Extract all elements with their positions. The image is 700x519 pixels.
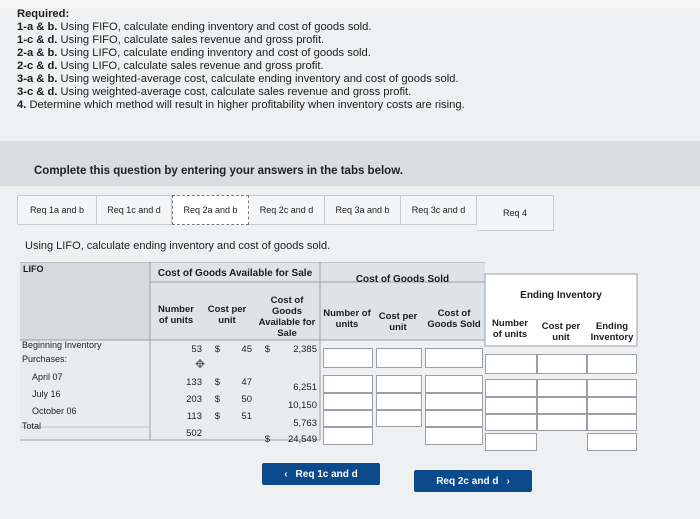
sold-units-input[interactable]: [323, 348, 373, 368]
october-total: 5,763: [293, 418, 317, 429]
tab-req-4[interactable]: Req 4: [477, 195, 554, 231]
col-avail-units: Number of units: [158, 304, 194, 326]
tab-req-1a-b[interactable]: Req 1a and b: [17, 195, 97, 225]
instruction-band: [0, 141, 700, 186]
october-dollar: $: [214, 411, 220, 422]
requirement-item: 2-c & d. Using LIFO, calculate sales revenue and gross profit.: [17, 60, 324, 72]
april-cost: 47: [241, 377, 252, 388]
corner-label: LIFO: [23, 264, 44, 274]
total-dollar: $: [264, 434, 270, 445]
group-available: Cost of Goods Available for Sale: [157, 268, 313, 279]
sold-total-input[interactable]: [425, 393, 483, 410]
group-sold: Cost of Goods Sold: [355, 274, 450, 285]
sold-total-input[interactable]: [425, 410, 483, 427]
sold-units-input[interactable]: [323, 393, 373, 410]
chevron-right-icon: ›: [506, 475, 510, 487]
tab-req-3a-b[interactable]: Req 3a and b: [325, 195, 401, 225]
sold-cost-input[interactable]: [376, 375, 422, 393]
tab-req-2a-b[interactable]: Req 2a and b: [172, 195, 249, 225]
tab-instruction: Using LIFO, calculate ending inventory and cost of goods sold.: [25, 240, 331, 252]
sold-total-input[interactable]: [425, 375, 483, 393]
beginning-total-dollar: $: [264, 344, 270, 355]
col-avail-cost: Cost per unit: [207, 304, 247, 326]
sold-units-input[interactable]: [323, 375, 373, 393]
requirement-item: 2-a & b. Using LIFO, calculate ending inventory and cost of goods sold.: [17, 47, 371, 59]
lifo-table: [20, 262, 640, 477]
ending-units-input[interactable]: [485, 433, 537, 451]
sold-cost-input[interactable]: [376, 410, 422, 427]
requirement-item: 4. Determine which method will result in higher profitability when inventory costs are rising.: [17, 99, 465, 111]
ending-units-input[interactable]: [485, 397, 537, 414]
sold-units-input[interactable]: [323, 410, 373, 427]
july-total: 10,150: [287, 400, 317, 411]
ending-units-input[interactable]: [485, 414, 537, 431]
row-label-april: April 07: [32, 372, 63, 382]
april-dollar: $: [214, 377, 220, 388]
requirement-item: 3-c & d. Using weighted-average cost, calculate sales revenue and gross profit.: [17, 86, 412, 98]
next-tab-label: Req 2c and d: [436, 475, 499, 487]
chevron-left-icon: ‹: [284, 468, 288, 480]
tab-req-3c-d[interactable]: Req 3c and d: [401, 195, 477, 225]
col-end-total: Ending Inventory: [590, 321, 634, 343]
col-sold-units: Number of units: [323, 308, 371, 330]
row-label-purchases: Purchases:: [22, 354, 68, 364]
october-cost: 51: [241, 411, 252, 422]
sold-total-input[interactable]: [425, 348, 483, 368]
beginning-total: 2,385: [293, 344, 317, 355]
row-label-total: Total: [22, 421, 42, 431]
row-label-october: October 06: [32, 406, 77, 416]
april-total: 6,251: [293, 382, 317, 393]
ending-total-input[interactable]: [587, 354, 637, 374]
july-cost: 50: [241, 394, 252, 405]
required-heading: Required:: [17, 8, 70, 20]
col-end-cost: Cost per unit: [541, 321, 581, 343]
ending-cost-input[interactable]: [537, 379, 587, 397]
col-sold-total: Cost of Goods Sold: [427, 308, 481, 330]
ending-total-input[interactable]: [587, 414, 637, 431]
requirement-item: 1-a & b. Using FIFO, calculate ending inventory and cost of goods sold.: [17, 21, 372, 33]
requirement-item: 1-c & d. Using FIFO, calculate sales revenue and gross profit.: [17, 34, 325, 46]
row-label-july: July 16: [32, 389, 61, 399]
tab-bar: [17, 195, 654, 231]
row-label-beginning: Beginning Inventory: [22, 340, 102, 350]
april-units: 133: [186, 377, 202, 388]
ending-total-input[interactable]: [587, 379, 637, 397]
beginning-cost: 45: [241, 344, 252, 355]
ending-cost-input[interactable]: [537, 414, 587, 431]
ending-cost-input[interactable]: [537, 354, 587, 374]
move-icon[interactable]: ✥: [194, 357, 206, 371]
ending-cost-input[interactable]: [537, 397, 587, 414]
total-total: 24,549: [287, 434, 317, 445]
ending-total-input[interactable]: [587, 433, 637, 451]
total-units: 502: [186, 428, 202, 439]
sold-cost-input[interactable]: [376, 348, 422, 368]
tab-req-1c-d[interactable]: Req 1c and d: [97, 195, 172, 225]
group-ending: Ending Inventory: [520, 290, 602, 301]
sold-total-input[interactable]: [425, 427, 483, 445]
ending-units-input[interactable]: [485, 379, 537, 397]
requirements: [17, 8, 677, 112]
col-end-units: Number of units: [492, 318, 528, 340]
complete-instruction: Complete this question by entering your answers in the tabs below.: [34, 165, 403, 177]
next-tab-button[interactable]: [414, 470, 532, 492]
tab-req-2c-d[interactable]: Req 2c and d: [249, 195, 325, 225]
col-avail-total: Cost of Goods Available for Sale: [258, 295, 316, 339]
sold-units-input[interactable]: [323, 427, 373, 445]
beginning-dollar: $: [214, 344, 220, 355]
col-sold-cost: Cost per unit: [378, 311, 418, 333]
prev-tab-label: Req 1c and d: [295, 468, 358, 480]
ending-total-input[interactable]: [587, 397, 637, 414]
requirement-item: 3-a & b. Using weighted-average cost, calculate ending inventory and cost of goods sold.: [17, 73, 459, 85]
october-units: 113: [186, 411, 202, 422]
beginning-units: 53: [191, 344, 202, 355]
july-units: 203: [186, 394, 202, 405]
prev-tab-button[interactable]: [262, 463, 380, 485]
top-strip: [0, 0, 700, 8]
sold-cost-input[interactable]: [376, 393, 422, 410]
ending-units-input[interactable]: [485, 354, 537, 374]
july-dollar: $: [214, 394, 220, 405]
